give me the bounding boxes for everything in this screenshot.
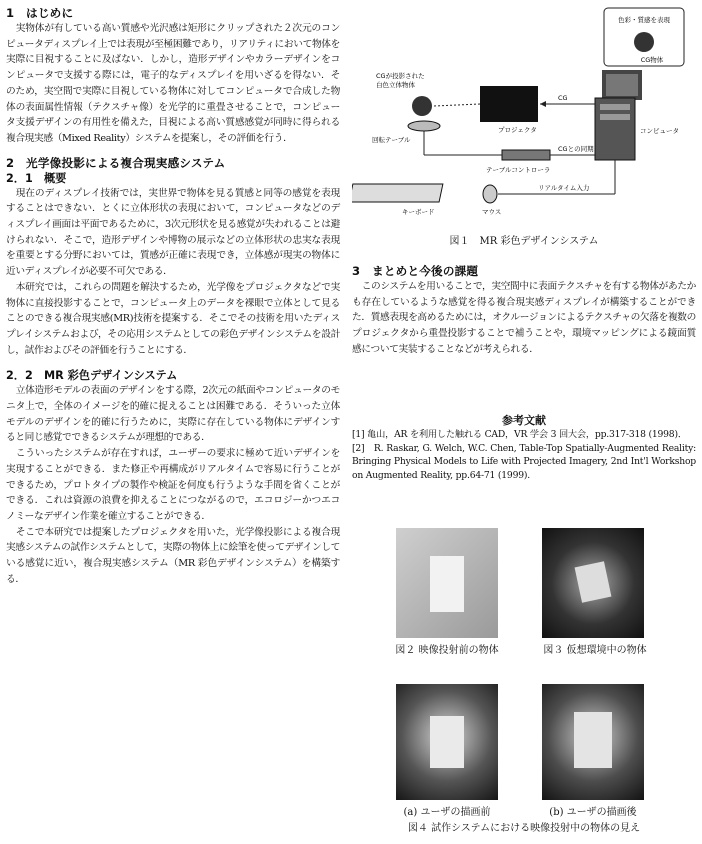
mouse-icon — [483, 185, 497, 203]
section-2-2-paragraph-2: こういったシステムが存在すれば，ユーザーの要求に極めて近いデザインを実現することができる．また修正や再構成がリアルタイムで容易に行うことができるため，プロトタイプの製作や検証を何度も行うような手間を省くことができる．これは資源の浪費を抑えることにつながるので，エコロジーかつエコノミーなデザイン作業を確立することができる． — [6, 448, 340, 522]
section-2-1-paragraph-1: 現在のディスプレイ技術では，実世界で物体を見る質感と同等の感覚を表現することはできない．とくに立体形状の表現において，コンピュータなどのディスプレイ画面は平面であるために，3次元形状を見る感覚が失われることは避けられない．そこで，造形デザインや博物の展示などの立体形状の忠実な表現を重要とする分野においては，質感が正確に表現でき，立体感が現実の物体に近いディスプレイが必要不可欠である． — [6, 187, 340, 278]
figure-3-caption: 図３ 仮想環境中の物体 — [543, 645, 647, 656]
figure-1-caption: 図１ MR 彩色デザインシステム — [449, 236, 599, 247]
figure-4b-photo — [542, 684, 644, 800]
figure-4b-caption: (b) ユーザの描画後 — [549, 807, 637, 818]
label-cg: CG — [558, 94, 568, 102]
figure-4-caption: 図４ 試作システムにおける映像投射中の物体の見え — [407, 823, 641, 834]
section-3-title: 3 まとめと今後の課題 — [352, 264, 479, 278]
label-projector: プロジェクタ — [498, 126, 537, 134]
figure-2-caption: 図２ 映像投射前の物体 — [395, 645, 499, 656]
left-column — [6, 0, 340, 588]
section-1-body: 実物体が有している高い質感や光沢感は矩形にクリップされた２次元のコンピュータディスプレイ上では表現が至極困難であり，リアリティにおいて物体を実際に目視することに及ばない．しかし，造形デザインやカラーデザインをコンピュータで支援する際には，電子的なディスプレイを用いざるを得ない．そのため，実空間で実際に目視している物体に対してコンピュータで合成した物体の表面属性情報（テクスチャ像）を光学的に重畳させることで，コンピュータ支援デザインの有用性を備えた，目視による高い質感感覚が同時に得られる複合現実感（Mixed Reality）システムを提案し，その評価を行う． — [6, 23, 340, 144]
projected-object-icon — [412, 96, 432, 116]
figure-2-photo — [396, 528, 498, 638]
section-1-title: 1 はじめに — [6, 6, 74, 20]
section-2-1-paragraph-2: 本研究では，これらの問題を解決するため，光学像をプロジェクタなどで実物体に直接投影することで，コンピュータ上のデータを裸眼で立体として見ることのできる複合現実感(MR)技術を提案する．そこでその技術を用いたディスプレイシステムおよび，その応用システムとしての彩色デザインシステムを設計し，試作およびその評価を行うことにする． — [6, 281, 340, 356]
label-realtime: リアルタイム入力 — [538, 184, 590, 192]
figure-3-photo — [542, 528, 644, 638]
table-controller-icon — [502, 150, 550, 160]
label-turntable: 回転テーブル — [372, 136, 411, 144]
label-mouse: マウス — [482, 208, 502, 216]
section-2-2-paragraph-1: 立体造形モデルの表面のデザインをする際，2次元の紙面やコンピュータのモニタ上で，全体のイメージを的確に捉えることは困難である．そういった立体モデルのデザインを的確に行うために，実際に存在している物体にデザインすると同じ感覚でできるシステムが理想的である． — [6, 385, 340, 444]
projector-icon — [480, 86, 538, 122]
turntable-icon — [408, 121, 440, 131]
section-2-2-title: 2．2 MR 彩色デザインシステム — [6, 369, 178, 383]
label-table-controller: テーブルコントローラ — [486, 166, 551, 174]
section-2-2-paragraph-3: そこで本研究では提案したプロジェクタを用いた，光学像投影による複合現実感システムの試作システムとして，実際の物体上に絵筆を使ってデザインしている感覚に近い，複合現実感システム（MR 彩色デザインシステム）を構築する． — [6, 526, 340, 585]
label-sync: CGとの同期 — [558, 145, 594, 153]
label-keyboard: キーボード — [402, 208, 435, 216]
figure-1-diagram — [352, 0, 696, 230]
section-3-body: このシステムを用いることで，実空間中に表面テクスチャを有する物体があたかも存在しているような感覚を得る複合現実感ディスプレイが構築することができた．質感表現を高めるためには，オクルージョンによるテクスチャの欠落を複数のプロジェクタから重畳投影することで補うことや，環境マッピングによる鏡面質感について実装することなどが考えられる． — [352, 281, 696, 355]
label-cg-projected-2: 白色立体物体 — [376, 81, 415, 89]
keyboard-icon — [352, 184, 443, 202]
label-computer: コンピュータ — [640, 127, 679, 135]
reference-1: [1] 亀山，AR を利用した触れる CAD，VR 学会 3 回大会，pp.317-318 (1998)． — [352, 429, 687, 440]
figure-4a-photo — [396, 684, 498, 800]
figure-4a-caption: (a) ユーザの描画前 — [403, 807, 491, 818]
section-2-title: 2 光学像投影による複合現実感システム — [6, 155, 226, 170]
label-color-eval: 色彩・質感を表現 — [618, 16, 670, 24]
label-cg-object: CG物体 — [640, 56, 664, 64]
references-title: 参考文献 — [502, 414, 546, 427]
cg-object-sphere — [634, 32, 654, 52]
section-2-1-title: 2．1 概要 — [6, 171, 67, 185]
label-cg-projected: CGが投影された — [376, 72, 425, 80]
reference-2: [2] R. Raskar, G. Welch, W.C. Chen, Table-Top Spatially-Augmented Reality: Bringing Physical Models to Life with Projected Imagery, 2nd Int'l Workshop on Augmented Reality, pp.64-71 (1999). — [352, 442, 696, 481]
